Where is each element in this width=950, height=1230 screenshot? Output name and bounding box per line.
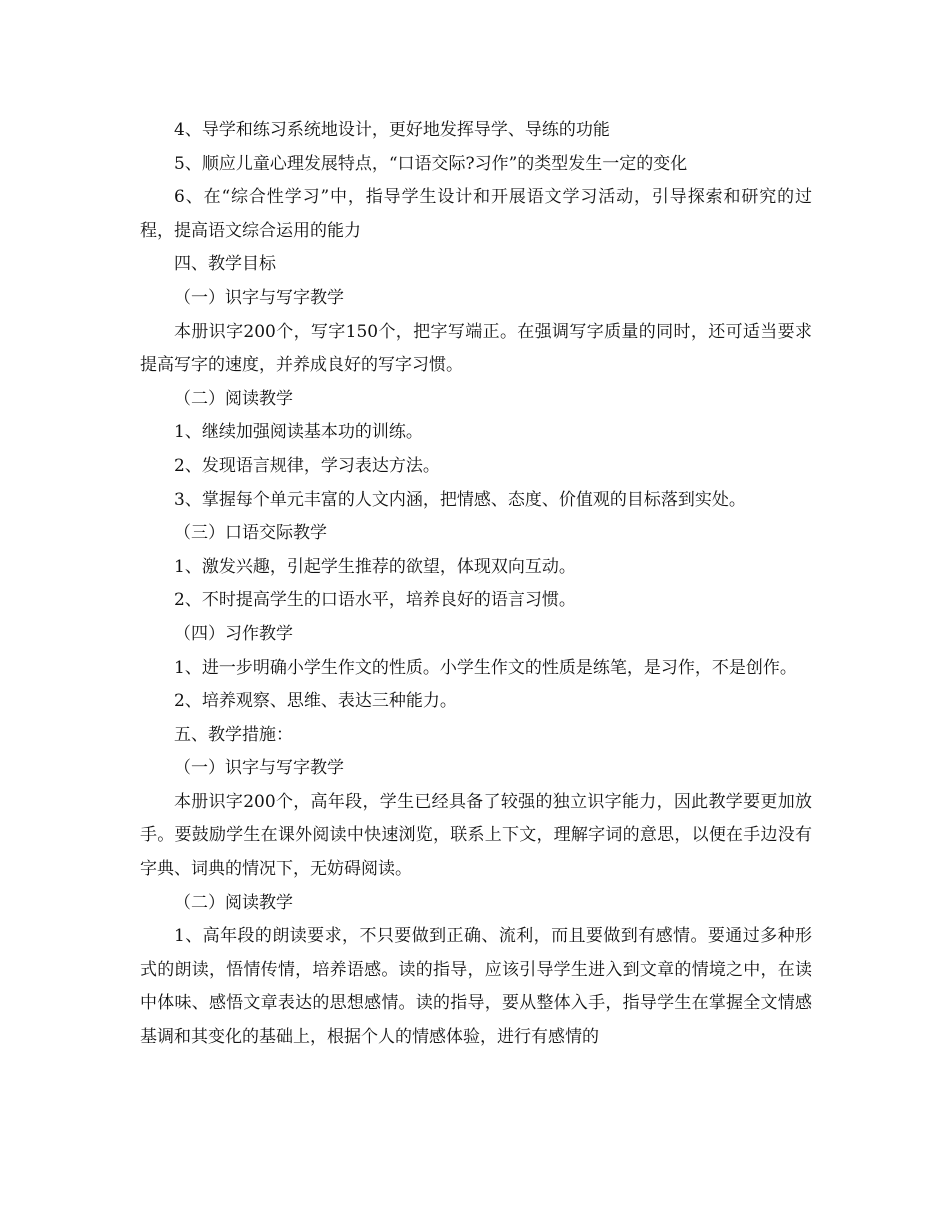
paragraph-literacy-measures: 本册识字200个，高年段，学生已经具备了较强的独立识字能力，因此教学要更加放手。要鼓励学生在课外阅读中快速浏览，联系上下文，理解字词的意思，以便在手边没有字典、词典的情况下，无妨碍阅读。 xyxy=(140,791,812,880)
list-item-reading-3: 3、掌握每个单元丰富的人文内涵，把情感、态度、价值观的目标落到实处。 xyxy=(174,489,746,510)
paragraph-reading-measures-1: 1、高年段的朗读要求，不只要做到正确、流利，而且要做到有感情。要通过多种形式的朗读，悟情传情，培养语感。读的指导，应该引导学生进入到文章的情境之中，在读中体味、感悟文章表达的思想感情。读的指导，要从整体入手，指导学生在掌握全文情感基调和其变化的基础上，根据个人的情感体验，进行有感情的 xyxy=(140,926,812,1048)
subheading-reading-measures: （二）阅读教学 xyxy=(174,892,293,913)
subheading-oral-communication: （三）口语交际教学 xyxy=(174,523,327,544)
subheading-literacy-writing-measures: （一）识字与写字教学 xyxy=(174,758,344,779)
subheading-composition: （四）习作教学 xyxy=(174,623,293,644)
section-heading-teaching-measures: 五、教学措施： xyxy=(174,724,293,745)
paragraph-item-6: 6、在“综合性学习”中，指导学生设计和开展语文学习活动，引导探索和研究的过程，提高语文综合运用的能力 xyxy=(140,187,812,241)
paragraph-item-4: 4、导学和练习系统地设计，更好地发挥导学、导练的功能 xyxy=(174,120,610,140)
list-item-oral-1: 1、激发兴趣，引起学生推荐的欲望，体现双向互动。 xyxy=(174,556,576,577)
list-item-oral-2: 2、不时提高学生的口语水平，培养良好的语言习惯。 xyxy=(174,590,576,611)
list-item-reading-2: 2、发现语言规律，学习表达方法。 xyxy=(174,455,440,476)
list-item-composition-1: 1、进一步明确小学生作文的性质。小学生作文的性质是练笔，是习作，不是创作。 xyxy=(174,657,797,678)
section-heading-teaching-goals: 四、教学目标 xyxy=(174,254,276,275)
paragraph-literacy-goal: 本册识字200个，写字150个，把字写端正。在强调写字质量的同时，还可适当要求提高写字的速度，并养成良好的写字习惯。 xyxy=(140,321,812,376)
paragraph-item-5: 5、顺应儿童心理发展特点，“口语交际?习作”的类型发生一定的变化 xyxy=(174,153,688,174)
subheading-reading: （二）阅读教学 xyxy=(174,388,293,409)
list-item-reading-1: 1、继续加强阅读基本功的训练。 xyxy=(174,422,423,443)
list-item-composition-2: 2、培养观察、思维、表达三种能力。 xyxy=(174,691,457,712)
subheading-literacy-writing: （一）识字与写字教学 xyxy=(174,287,344,308)
document-body xyxy=(140,114,812,1055)
